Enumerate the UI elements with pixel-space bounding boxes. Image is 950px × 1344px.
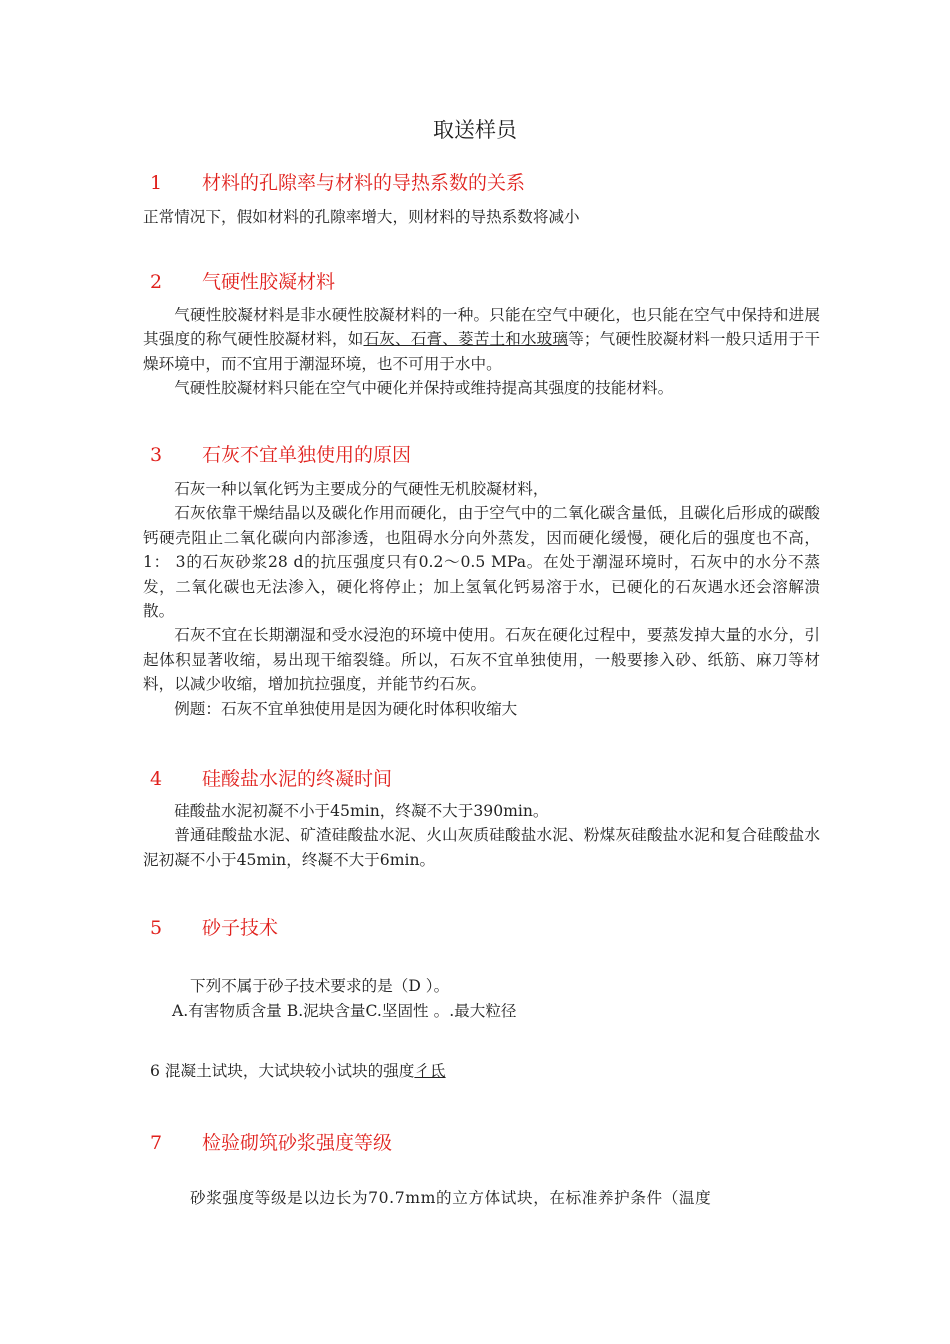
page-title: 取送样员 [433, 118, 517, 142]
section-4-number: 4 [150, 768, 163, 790]
section-7-title: 检验砌筑砂浆强度等级 [202, 1132, 393, 1154]
section-6-underlined-answer: 彳氐 [414, 1062, 446, 1080]
section-3-title: 石灰不宜单独使用的原因 [202, 444, 412, 466]
section-2-heading [150, 267, 335, 294]
section-2-title: 气硬性胶凝材料 [202, 271, 336, 293]
section-5-heading [150, 913, 278, 940]
section-2-p1-text-end: 等；气硬性胶凝材料一般只适用于干燥环境中，而不宜用于潮湿环境，也不可用于水中。 [143, 330, 820, 373]
section-3-heading [150, 440, 411, 467]
section-2-number: 2 [150, 271, 163, 293]
section-6-statement: 6 混凝土试块，大试块较小试块的强度 [150, 1062, 415, 1080]
section-3-example: 例题：石灰不宜单独使用是因为硬化时体积收缩大 [174, 699, 518, 718]
section-4-heading [150, 764, 392, 791]
section-3-paragraph-1: 石灰一种以氧化钙为主要成分的气硬性无机胶凝材料， [174, 480, 549, 498]
section-3-paragraph-3: 石灰不宜在长期潮湿和受水浸泡的环境中使用。石灰在硬化过程中，要蒸发掉大量的水分，引起体积显著收缩，易出现干缩裂缝。所以，石灰不宜单独使用，一般要掺入砂、纸筋、麻刀等材料，以减少收缩，增加抗拉强度，并能节约石灰。 [143, 626, 820, 694]
section-7-heading [150, 1128, 392, 1155]
section-5-number: 5 [150, 917, 163, 939]
section-2-p1-underlined: 石灰、石膏、菱苦土和水玻璃 [363, 330, 569, 349]
section-1-body [143, 205, 820, 229]
section-1-title: 材料的孔隙率与材料的导热系数的关系 [202, 172, 526, 194]
section-5-question: 下列不属于砂子技术要求的是（D ）。 [190, 977, 450, 995]
section-4-body [143, 799, 820, 872]
section-1-text: 正常情况下，假如材料的孔隙率增大，则材料的导热系数将减小 [143, 208, 580, 226]
section-6-text [150, 1059, 446, 1081]
section-5-options: A.有害物质含量 B.泥块含量C.坚固性 。.最大粒径 [172, 1002, 517, 1020]
section-2-paragraph-1 [143, 303, 820, 376]
section-2-paragraph-2: 气硬性胶凝材料只能在空气中硬化并保持或维持提高其强度的技能材料。 [174, 379, 674, 398]
section-2-body [143, 303, 820, 401]
section-3-number: 3 [150, 444, 163, 466]
section-5-title: 砂子技术 [202, 917, 279, 939]
section-3-body [143, 477, 820, 721]
section-7-text: 砂浆强度等级是以边长为70.7mm的立方体试块，在标准养护条件（温度 [190, 1189, 712, 1207]
section-4-paragraph-1: 硅酸盐水泥初凝不小于45min，终凝不大于390min。 [174, 802, 549, 820]
section-4-paragraph-2: 普通硅酸盐水泥、矿渣硅酸盐水泥、火山灰质硅酸盐水泥、粉煤灰硅酸盐水泥和复合硅酸盐水泥初凝不小于45min，终凝不大于6min。 [143, 826, 820, 869]
section-3-paragraph-2: 石灰依靠干燥结晶以及碳化作用而硬化，由于空气中的二氧化碳含量低，且碳化后形成的碳酸钙硬壳阻止二氧化碳向内部渗透，也阻碍水分向外蒸发，因而硬化缓慢，硬化后的强度也不高，1： 3的石灰砂浆28 d的抗压强度只有0.2〜0.5 MPa。在处于潮湿环境时，石灰中的水分不蒸发，二氧化碳也无法渗入，硬化将停止；加上氢氧化钙易溶于水，已硬化的石灰遇水还会溶解溃散。 [143, 504, 820, 621]
section-4-title: 硅酸盐水泥的终凝时间 [202, 768, 393, 790]
section-2-p1-text: 气硬性胶凝材料是非水硬性胶凝材料的一种。只能在空气中硬化，也只能在空气中保持和进展其强度的称气硬性胶凝材料，如 [143, 306, 820, 349]
section-7-number: 7 [150, 1132, 163, 1154]
section-1-heading [150, 168, 525, 195]
section-1-number: 1 [150, 172, 163, 194]
